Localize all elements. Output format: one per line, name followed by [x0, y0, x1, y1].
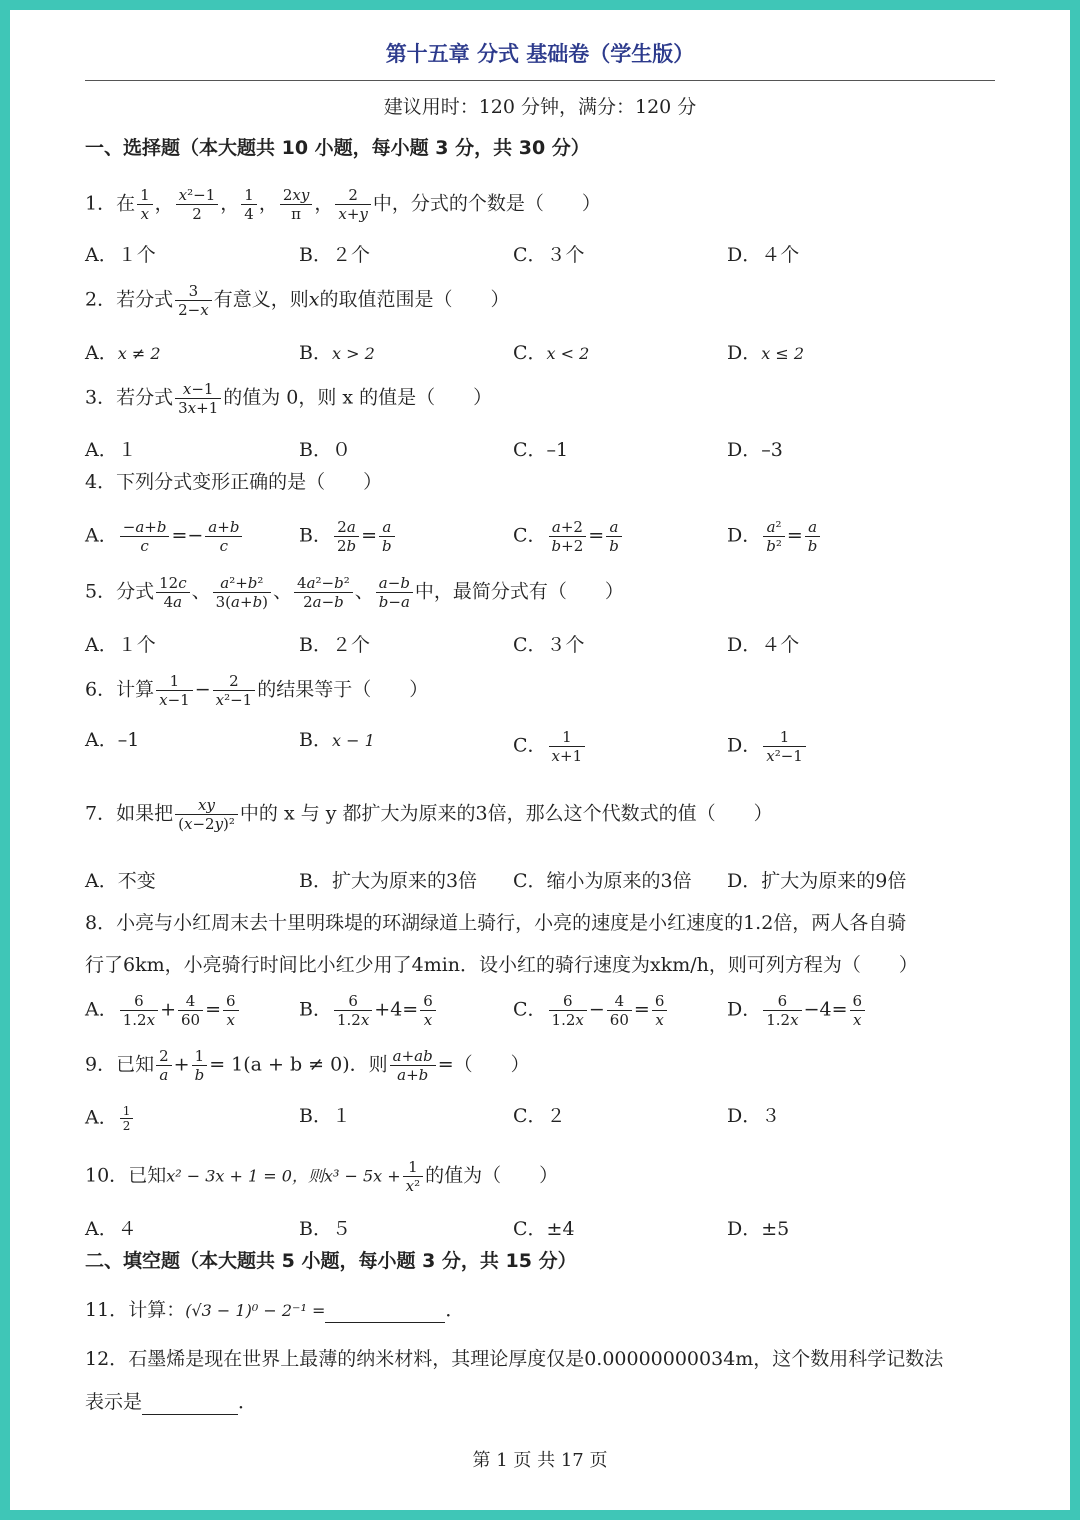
q6-option-d: D． $\frac{1}{\text{x²−1}}$: [727, 728, 808, 765]
q10-option-b: B．５: [299, 1218, 351, 1240]
title-divider: [85, 80, 995, 81]
question-4: 4．下列分式变形正确的是（ ）: [85, 471, 383, 493]
fraction: $\frac{12c}{4a}$: [156, 574, 190, 611]
q10-option-a: A．４: [85, 1218, 137, 1240]
question-2: 2．若分式 $\frac{3}{2-x}$ 有意义，则x的取值范围是（ ）: [85, 282, 510, 319]
fraction: $\frac{\text{a²+b²}}{3(a+b)}$: [213, 574, 271, 611]
q2-option-c: C．x < 2: [513, 342, 590, 364]
fraction: $\frac{xy}{\text{(x−2y)²}}$: [175, 796, 238, 833]
fraction: $\frac{a-b}{b-a}$: [376, 574, 413, 611]
q6-option-c: C． $\frac{1}{x+1}$: [513, 728, 587, 765]
q4-option-b: B． $\frac{2a}{2b}$ = $\frac{a}{b}$: [299, 518, 397, 555]
q2-option-d: D．x ≤ 2: [727, 342, 805, 364]
question-1: 1．在 $\frac{1}{x}$ ， $\frac{\text{x²−1}}{2}$ ， $\frac{1}{4}$ ， $\frac{2xy}{\pi}$ ， $\frac{2}{x+y}$ 中，分式的个数是（ ）: [85, 186, 601, 223]
fraction: $\frac{x-1}{3x+1}$: [175, 380, 221, 417]
q5-option-d: D．４个: [727, 634, 800, 656]
fraction: $\frac{1}{x}$: [137, 186, 153, 223]
q7-option-d: D．扩大为原来的9倍: [727, 870, 907, 892]
q1-option-c: C．３个: [513, 244, 585, 266]
fraction: $\frac{1}{x-1}$: [156, 672, 193, 709]
q6-option-a: A．–1: [85, 729, 140, 751]
page-footer: 第 1 页 共 17 页: [472, 1450, 608, 1471]
fraction: $\frac{1}{\text{x²}}$: [403, 1158, 423, 1195]
q8-option-c: C． $\frac{6}{1.2x}$ − $\frac{4}{60}$ = $\frac{6}{x}$: [513, 992, 669, 1029]
q6-option-b: B．x − 1: [299, 729, 375, 751]
fraction: $\frac{\text{4a²−b²}}{2a-b}$: [294, 574, 353, 611]
question-12-line1: 12．石墨烯是现在世界上最薄的纳米材料，其理论厚度仅是0.00000000034m，这个数用科学记数法: [85, 1348, 944, 1370]
fraction: $\frac{2xy}{\pi}$: [280, 186, 312, 223]
q9-option-b: B．１: [299, 1105, 351, 1127]
page-title: 第十五章 分式 基础卷（学生版）: [385, 42, 695, 66]
q4-option-a: A． $\frac{-a+b}{c}$ =− $\frac{a+b}{c}$: [85, 518, 244, 555]
q1-option-d: D．４个: [727, 244, 800, 266]
q3-option-c: C．–1: [513, 439, 569, 461]
fraction: $\frac{3}{2-x}$: [175, 282, 212, 319]
section2-heading: 二、填空题（本大题共 5 小题，每小题 3 分，共 15 分）: [85, 1250, 577, 1272]
fraction: $\frac{2}{a}$: [156, 1047, 172, 1084]
question-9: 9．已知 $\frac{2}{a}$ + $\frac{1}{b}$ = 1(a + b ≠ 0)．则 $\frac{a+ab}{a+b}$ =（ ）: [85, 1047, 530, 1084]
question-3: 3．若分式 $\frac{x-1}{3x+1}$ 的值为 0，则 x 的值是（ ）: [85, 380, 493, 417]
question-8-line1: 8．小亮与小红周末去十里明珠堤的环湖绿道上骑行，小亮的速度是小红速度的1.2倍，两人各自骑: [85, 912, 907, 934]
q2-option-a: A．x ≠ 2: [85, 342, 161, 364]
fraction: $\frac{1}{b}$: [192, 1047, 208, 1084]
section1-heading: 一、选择题（本大题共 10 小题，每小题 3 分，共 30 分）: [85, 137, 590, 159]
q9-option-a: A． $\frac{1}{2}$: [85, 1104, 135, 1133]
q3-option-d: D．–3: [727, 439, 783, 461]
q5-option-c: C．３个: [513, 634, 585, 656]
q5-option-b: B．２个: [299, 634, 370, 656]
question-5: 5．分式 $\frac{12c}{4a}$ 、 $\frac{\text{a²+b²}}{3(a+b)}$ 、 $\frac{\text{4a²−b²}}{2a-b}$ 、 $\frac{a-b}{b-a}$ 中，最简分式有（ ）: [85, 574, 624, 611]
question-7: 7．如果把 $\frac{xy}{\text{(x−2y)²}}$ 中的 x 与 y 都扩大为原来的3倍，那么这个代数式的值（ ）: [85, 796, 773, 833]
q9-option-c: C．２: [513, 1105, 566, 1127]
q4-option-d: D． $\frac{\text{a²}}{\text{b²}}$ = $\frac{a}{b}$: [727, 518, 822, 555]
answer-blank[interactable]: [325, 1298, 445, 1323]
fraction: $\frac{2}{x+y}$: [335, 186, 371, 223]
question-12-line2: 表示是 ．: [85, 1391, 258, 1413]
fraction: $\frac{a+ab}{a+b}$: [390, 1047, 436, 1084]
q10-option-d: D．±5: [727, 1218, 790, 1240]
exam-page: [10, 10, 1070, 1510]
q3-option-b: B．０: [299, 439, 351, 461]
fraction: $\frac{\text{x²−1}}{2}$: [176, 186, 219, 223]
q5-option-a: A．１个: [85, 634, 156, 656]
question-8-line2: 行了6km，小亮骑行时间比小红少用了4min．设小红的骑行速度为xkm/h，则可列方程为（ ）: [85, 954, 918, 976]
answer-blank[interactable]: [142, 1390, 238, 1415]
q4-option-c: C． $\frac{a+2}{b+2}$ = $\frac{a}{b}$: [513, 518, 624, 555]
time-score-info: 建议用时：120 分钟，满分：120 分: [383, 96, 697, 118]
q2-option-b: B．x > 2: [299, 342, 375, 364]
fraction: $\frac{1}{4}$: [241, 186, 257, 223]
question-11: 11．计算：(√3 − 1)⁰ − 2⁻¹ = ．: [85, 1299, 465, 1321]
q7-option-c: C．缩小为原来的3倍: [513, 870, 692, 892]
q1-option-b: B．２个: [299, 244, 370, 266]
fraction: $\frac{2}{\text{x²−1}}$: [213, 672, 256, 709]
question-6: 6．计算 $\frac{1}{x-1}$ − $\frac{2}{\text{x²−1}}$ 的结果等于（ ）: [85, 672, 429, 709]
q3-option-a: A．１: [85, 439, 137, 461]
q8-option-b: B． $\frac{6}{1.2x}$ +4= $\frac{6}{x}$: [299, 992, 438, 1029]
q7-option-a: A．不变: [85, 870, 156, 892]
q1-option-a: A．１个: [85, 244, 156, 266]
q7-option-b: B．扩大为原来的3倍: [299, 870, 478, 892]
q8-option-d: D． $\frac{6}{1.2x}$ −4= $\frac{6}{x}$: [727, 992, 867, 1029]
question-10: 10．已知x² − 3x + 1 = 0，则x³ − 5x + $\frac{1}{\text{x²}}$ 的值为（ ）: [85, 1158, 559, 1195]
q10-option-c: C．±4: [513, 1218, 575, 1240]
q9-option-d: D．３: [727, 1105, 781, 1127]
q8-option-a: A． $\frac{6}{1.2x}$ + $\frac{4}{60}$ = $\frac{6}{x}$: [85, 992, 241, 1029]
